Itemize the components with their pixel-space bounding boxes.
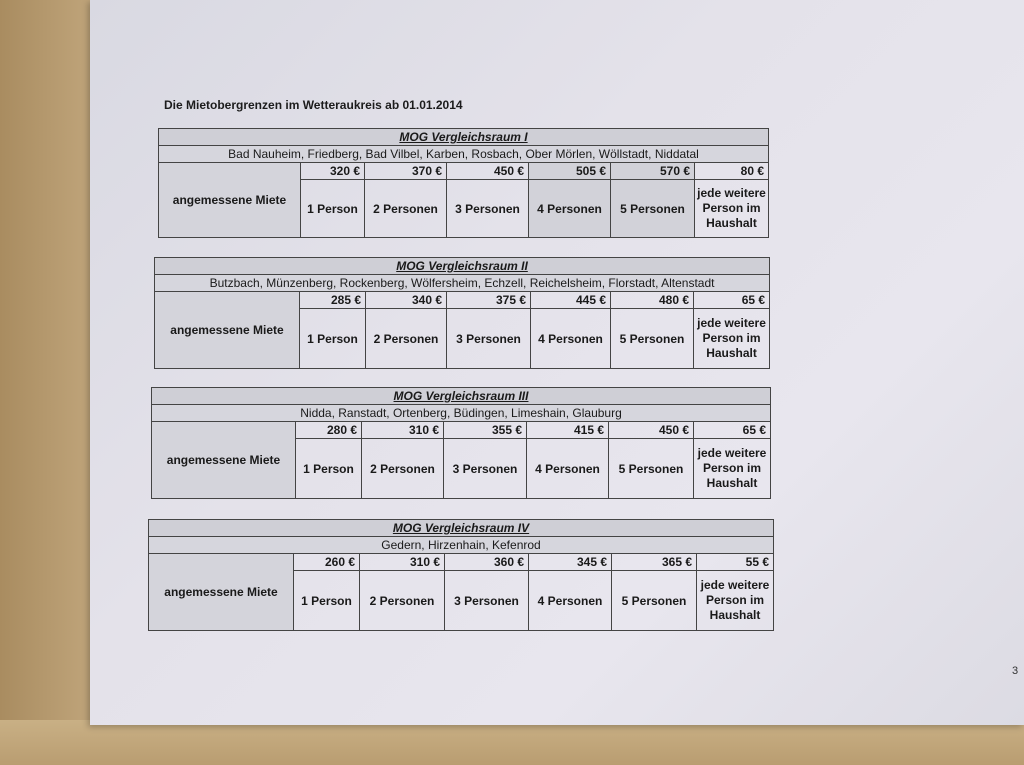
table-heading: MOG Vergleichsraum I: [159, 129, 769, 146]
person-label: 1 Person: [294, 571, 360, 631]
price-cell: 445 €: [531, 292, 611, 309]
person-label: 1 Person: [296, 439, 362, 499]
person-label: 3 Personen: [447, 309, 531, 369]
person-label: 4 Personen: [529, 571, 612, 631]
document-title: Die Mietobergrenzen im Wetteraukreis ab 01.01.2014: [164, 98, 463, 112]
person-label: 1 Person: [300, 309, 366, 369]
price-cell: 345 €: [529, 554, 612, 571]
person-label: 3 Personen: [444, 439, 527, 499]
table-places: Gedern, Hirzenhain, Kefenrod: [149, 537, 774, 554]
table-places: Bad Nauheim, Friedberg, Bad Vilbel, Karben, Rosbach, Ober Mörlen, Wöllstadt, Niddatal: [159, 146, 769, 163]
price-cell: 310 €: [360, 554, 445, 571]
person-label: jede weitere Person im Haushalt: [697, 571, 774, 631]
price-cell: 570 €: [611, 163, 695, 180]
table-places: Nidda, Ranstadt, Ortenberg, Büdingen, Limeshain, Glauburg: [152, 405, 771, 422]
price-cell: 370 €: [365, 163, 447, 180]
mog-table-3: [151, 387, 771, 499]
price-cell: 355 €: [444, 422, 527, 439]
price-cell: 340 €: [366, 292, 447, 309]
price-cell: 480 €: [611, 292, 694, 309]
price-cell: 450 €: [609, 422, 694, 439]
price-cell: 375 €: [447, 292, 531, 309]
person-label: 2 Personen: [365, 180, 447, 238]
person-label: jede weitere Person im Haushalt: [694, 309, 770, 369]
person-label: 4 Personen: [531, 309, 611, 369]
person-label: 5 Personen: [609, 439, 694, 499]
row-label: angemessene Miete: [152, 422, 296, 499]
price-cell: 365 €: [612, 554, 697, 571]
person-label: jede weitere Person im Haushalt: [694, 439, 771, 499]
person-label: 5 Personen: [611, 309, 694, 369]
price-cell: 505 €: [529, 163, 611, 180]
price-cell: 280 €: [296, 422, 362, 439]
person-label: jede weitere Person im Haushalt: [695, 180, 769, 238]
desk-surface-left: [0, 0, 90, 765]
person-label: 1 Person: [301, 180, 365, 238]
price-cell: 310 €: [362, 422, 444, 439]
price-cell: 285 €: [300, 292, 366, 309]
row-label: angemessene Miete: [159, 163, 301, 238]
table-heading: MOG Vergleichsraum III: [152, 388, 771, 405]
price-cell: 55 €: [697, 554, 774, 571]
price-cell: 260 €: [294, 554, 360, 571]
row-label: angemessene Miete: [155, 292, 300, 369]
person-label: 4 Personen: [529, 180, 611, 238]
person-label: 3 Personen: [447, 180, 529, 238]
page-number: 3: [1012, 665, 1019, 677]
desk-surface-bottom: [0, 720, 1024, 765]
mog-table-2: [154, 257, 770, 369]
paper-sheet: [90, 0, 1024, 725]
price-cell: 415 €: [527, 422, 609, 439]
mog-table-1: [158, 128, 769, 238]
table-heading: MOG Vergleichsraum IV: [149, 520, 774, 537]
price-cell: 360 €: [445, 554, 529, 571]
mog-table-4: [148, 519, 774, 631]
price-cell: 65 €: [694, 422, 771, 439]
person-label: 2 Personen: [362, 439, 444, 499]
person-label: 4 Personen: [527, 439, 609, 499]
table-places: Butzbach, Münzenberg, Rockenberg, Wölfersheim, Echzell, Reichelsheim, Florstadt, Altenstadt: [155, 275, 770, 292]
person-label: 5 Personen: [612, 571, 697, 631]
person-label: 2 Personen: [360, 571, 445, 631]
table-heading: MOG Vergleichsraum II: [155, 258, 770, 275]
price-cell: 320 €: [301, 163, 365, 180]
price-cell: 80 €: [695, 163, 769, 180]
price-cell: 65 €: [694, 292, 770, 309]
person-label: 3 Personen: [445, 571, 529, 631]
price-cell: 450 €: [447, 163, 529, 180]
person-label: 5 Personen: [611, 180, 695, 238]
person-label: 2 Personen: [366, 309, 447, 369]
row-label: angemessene Miete: [149, 554, 294, 631]
